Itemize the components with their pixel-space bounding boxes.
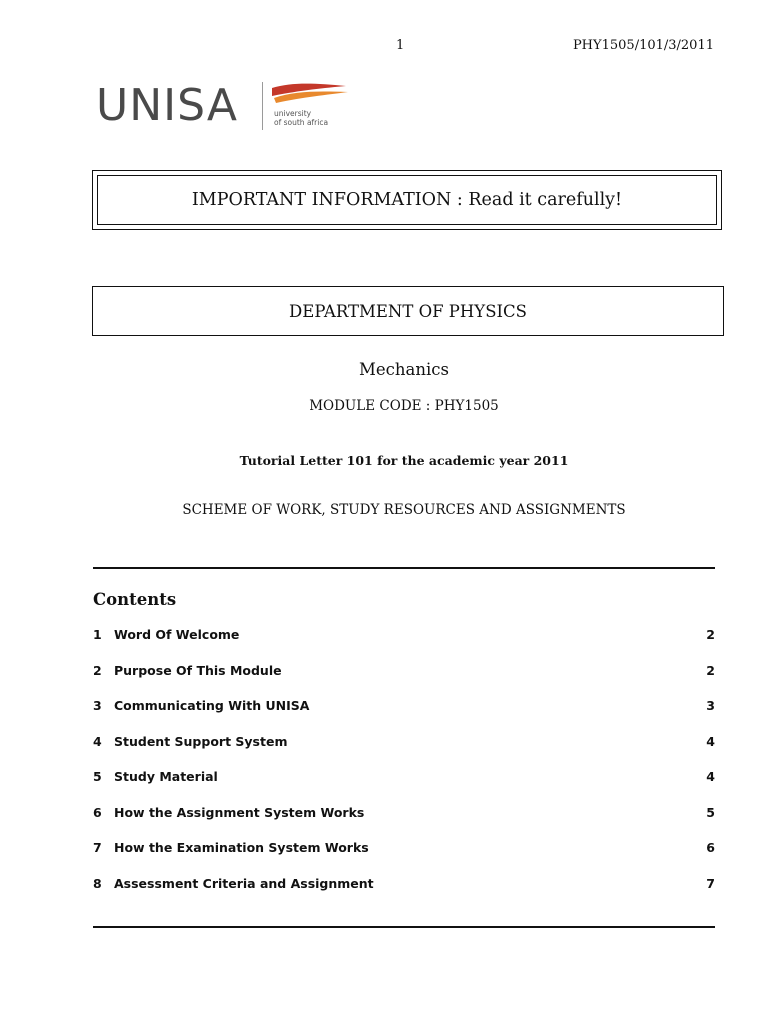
toc-item-number: 5 bbox=[93, 769, 102, 784]
page-number: 1 bbox=[396, 38, 405, 53]
logo-flag-icon bbox=[268, 80, 352, 108]
toc-item-title: Student Support System bbox=[114, 733, 288, 749]
toc-item-page: 2 bbox=[706, 662, 715, 678]
toc-item-page: 4 bbox=[706, 733, 715, 749]
toc-item-page: 5 bbox=[706, 804, 715, 820]
unisa-logo bbox=[96, 80, 358, 132]
toc-item-title: Assessment Criteria and Assignment bbox=[114, 875, 374, 891]
toc-item[interactable] bbox=[93, 840, 715, 876]
toc-item-title: Communicating With UNISA bbox=[114, 698, 310, 713]
subject-title: Mechanics bbox=[359, 360, 449, 379]
toc-item-number: 7 bbox=[93, 840, 102, 855]
module-code: MODULE CODE : PHY1505 bbox=[309, 398, 499, 414]
scheme-title: SCHEME OF WORK, STUDY RESOURCES AND ASSIGNMENTS bbox=[182, 502, 626, 518]
logo-subtitle-line2: of south africa bbox=[274, 118, 329, 127]
toc-item-page: 6 bbox=[706, 840, 715, 855]
table-of-contents bbox=[93, 627, 715, 911]
important-notice-text: IMPORTANT INFORMATION : Read it carefully! bbox=[97, 175, 717, 225]
toc-item[interactable] bbox=[93, 734, 715, 770]
logo-wordmark: UNISA bbox=[96, 80, 238, 131]
toc-item[interactable] bbox=[93, 805, 715, 841]
logo-divider bbox=[262, 82, 263, 130]
toc-item-title: How the Examination System Works bbox=[114, 840, 369, 855]
toc-item[interactable] bbox=[93, 663, 715, 699]
toc-item-number: 8 bbox=[93, 875, 102, 891]
divider-bottom bbox=[93, 926, 715, 928]
toc-item-number: 3 bbox=[93, 698, 102, 713]
department-box: DEPARTMENT OF PHYSICS bbox=[92, 286, 724, 336]
toc-item[interactable] bbox=[93, 627, 715, 663]
logo-subtitle-line1: university bbox=[274, 109, 312, 118]
contents-heading: Contents bbox=[93, 590, 177, 609]
toc-item-page: 7 bbox=[706, 875, 715, 891]
toc-item-number: 4 bbox=[93, 733, 102, 749]
toc-item-number: 6 bbox=[93, 804, 102, 820]
divider-top bbox=[93, 567, 715, 569]
important-notice-box bbox=[92, 170, 722, 230]
toc-item-page: 3 bbox=[706, 698, 715, 713]
toc-item-title: Study Material bbox=[114, 769, 218, 784]
toc-item[interactable] bbox=[93, 769, 715, 805]
tutorial-letter: Tutorial Letter 101 for the academic year 2011 bbox=[239, 453, 569, 468]
logo-subtitle bbox=[274, 109, 328, 127]
toc-item[interactable] bbox=[93, 698, 715, 734]
toc-item[interactable] bbox=[93, 876, 715, 912]
toc-item-number: 1 bbox=[93, 627, 102, 642]
toc-item-title: Word Of Welcome bbox=[114, 627, 240, 642]
toc-item-page: 4 bbox=[706, 769, 715, 784]
toc-item-number: 2 bbox=[93, 662, 102, 678]
toc-item-title: How the Assignment System Works bbox=[114, 804, 365, 820]
document-code: PHY1505/101/3/2011 bbox=[572, 38, 714, 53]
toc-item-page: 2 bbox=[706, 627, 715, 642]
toc-item-title: Purpose Of This Module bbox=[114, 662, 282, 678]
